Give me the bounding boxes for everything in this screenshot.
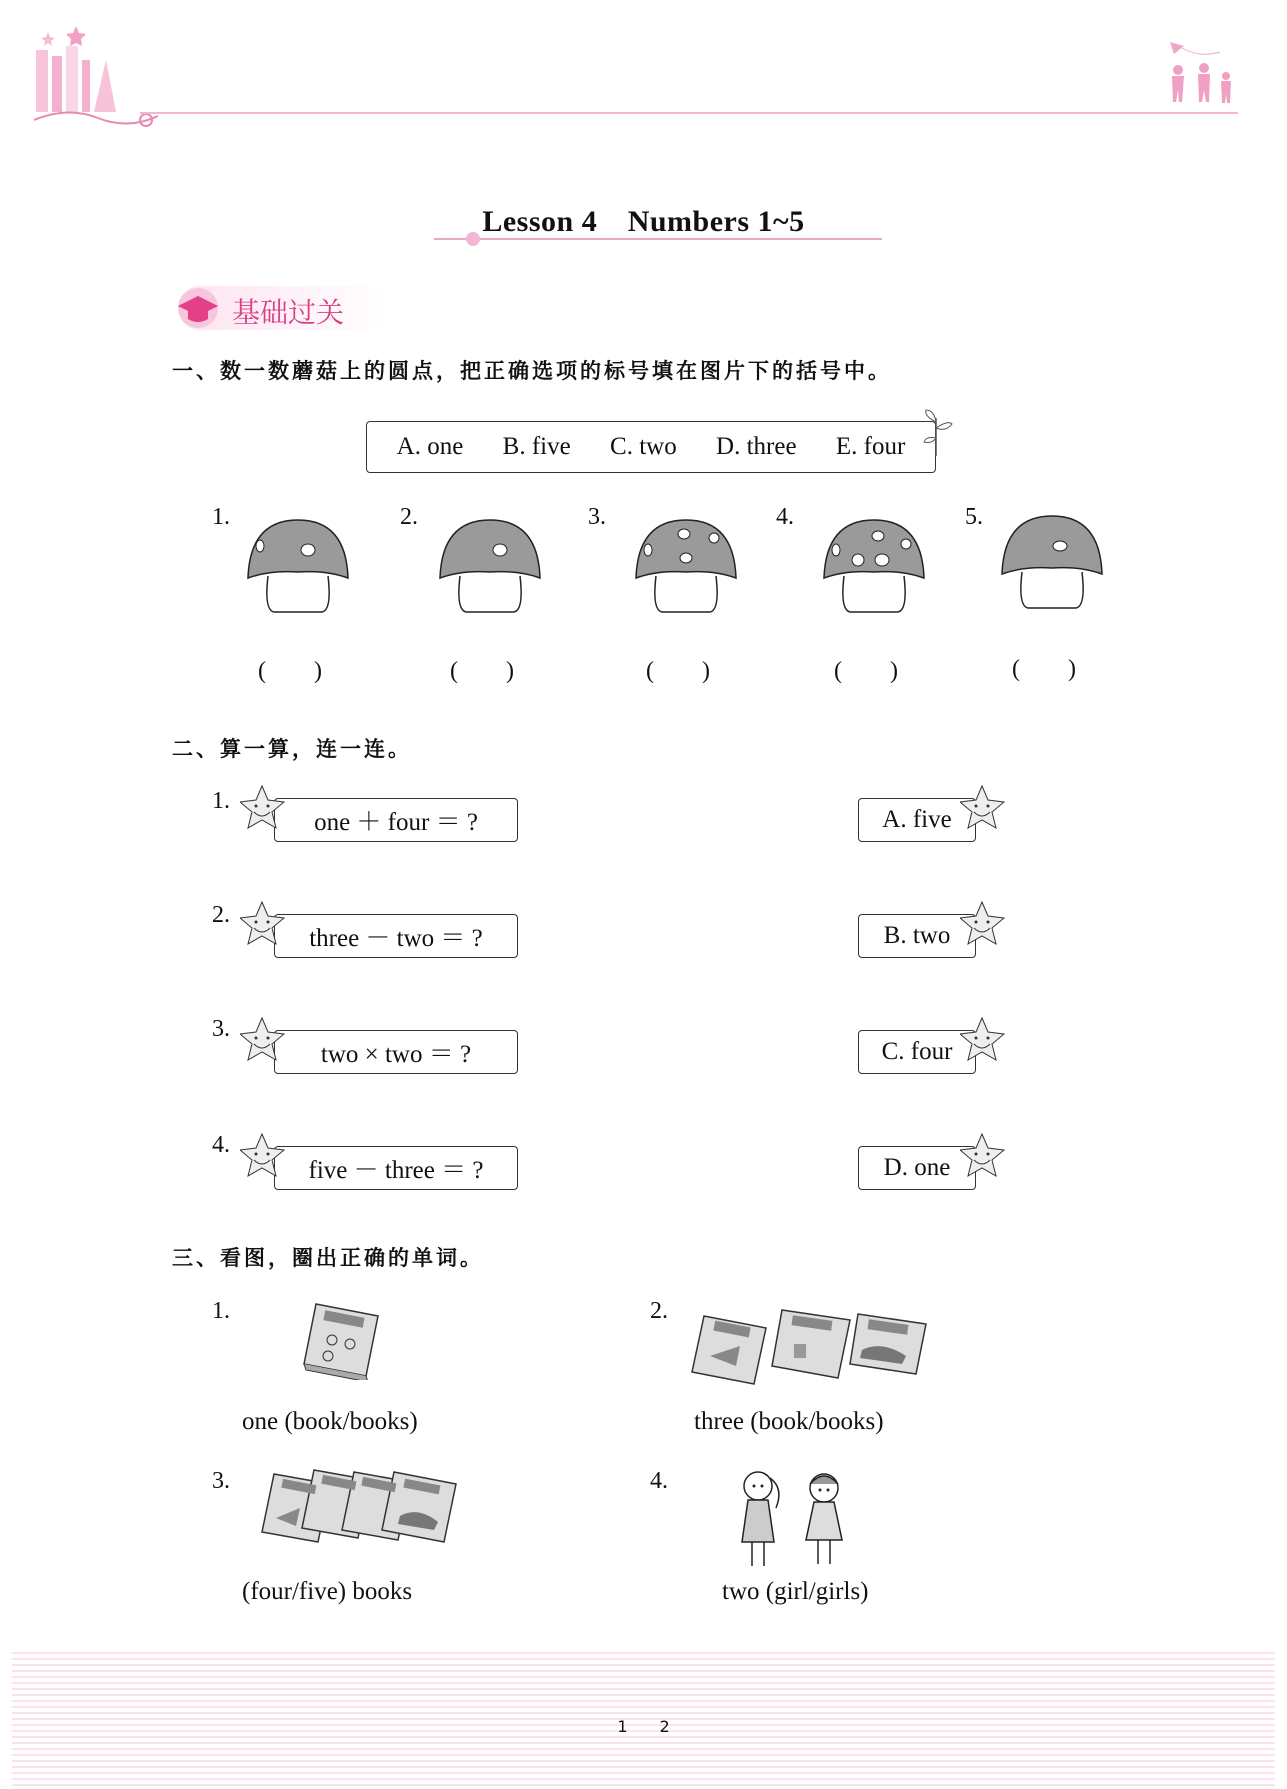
section-3-heading: 三、看图，圈出正确的单词。 [172,1246,484,1270]
one-book-image [300,1300,384,1380]
page-number: 1 2 [617,1717,670,1736]
mushroom-1-number: 1. [212,504,230,530]
star-face-icon [240,1130,286,1186]
equation-3-number: 3. [212,1016,230,1042]
mushroom-2-answer[interactable]: ( ) [450,658,514,684]
header-rule [140,112,1238,114]
star-face-icon [960,1014,1006,1070]
answer-b-box[interactable]: B. two [858,914,976,958]
answer-a-box[interactable]: A. five [858,798,976,842]
two-girls-image [726,1464,856,1574]
star-face-icon [240,1014,286,1070]
section-badge-label: 基础过关 [232,296,345,329]
picture-3-label[interactable]: (four/five) books [242,1578,413,1605]
kids-kite-icon [1160,38,1244,118]
mushroom-5-image [1000,512,1104,616]
mushroom-4-image [822,516,926,620]
picture-4-label[interactable]: two (girl/girls) [722,1578,869,1605]
picture-2-label[interactable]: three (book/books) [694,1408,884,1435]
mushroom-1-answer[interactable]: ( ) [258,658,322,684]
page-title: Lesson 4 Numbers 1~5 [482,205,805,238]
mushroom-3-answer[interactable]: ( ) [646,658,710,684]
star-face-icon [960,898,1006,954]
option-c: C. two [610,433,677,460]
mushroom-3-number: 3. [588,504,606,530]
answer-c-box[interactable]: C. four [858,1030,976,1074]
option-a: A. one [396,433,464,460]
equation-1-number: 1. [212,788,230,814]
four-books-image [260,1466,460,1550]
section-1-heading: 一、数一数蘑菇上的圆点，把正确选项的标号填在图片下的括号中。 [172,359,892,383]
mushroom-2-image [438,516,542,620]
star-face-icon [240,898,286,954]
picture-1-label[interactable]: one (book/books) [242,1408,418,1435]
equation-4-number: 4. [212,1132,230,1158]
picture-4-number: 4. [650,1468,668,1494]
section-2-heading: 二、算一算，连一连。 [172,737,412,761]
equation-2-number: 2. [212,902,230,928]
star-face-icon [960,782,1006,838]
answer-d-box[interactable]: D. one [858,1146,976,1190]
mushroom-4-answer[interactable]: ( ) [834,658,898,684]
star-face-icon [960,1130,1006,1186]
header-logo [28,20,158,130]
sprout-icon [920,408,956,458]
equation-3-box[interactable]: two × two ＝ ? [274,1030,518,1074]
equation-2-box[interactable]: three － two ＝ ? [274,914,518,958]
option-b: B. five [502,433,571,460]
mushroom-1-image [246,516,350,620]
picture-1-number: 1. [212,1298,230,1324]
equation-4-box[interactable]: five － three ＝ ? [274,1146,518,1190]
star-face-icon [240,782,286,838]
mushroom-3-image [634,516,738,620]
option-d: D. three [716,433,797,460]
mushroom-2-number: 2. [400,504,418,530]
mushroom-5-answer[interactable]: ( ) [1012,656,1076,682]
options-box [366,421,936,473]
three-books-image [690,1306,940,1386]
mushroom-4-number: 4. [776,504,794,530]
title-bullet-dot [466,232,480,246]
title-underline [434,238,882,240]
equation-1-box[interactable]: one ＋ four ＝ ? [274,798,518,842]
option-e: E. four [835,433,906,460]
mushroom-5-number: 5. [965,504,983,530]
picture-2-number: 2. [650,1298,668,1324]
graduation-cap-icon [170,286,226,330]
picture-3-number: 3. [212,1468,230,1494]
